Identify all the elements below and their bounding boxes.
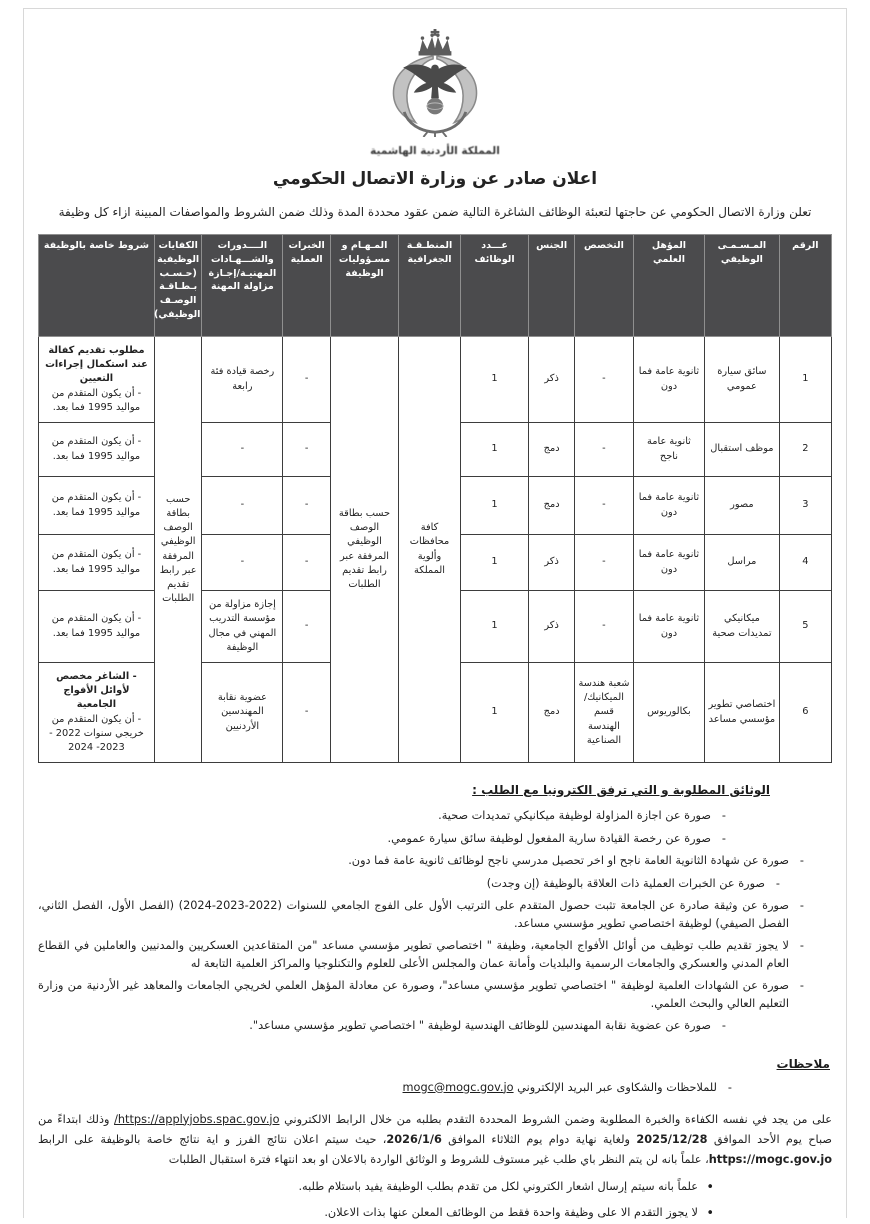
cell-specialization: - <box>575 337 634 423</box>
cell-conditions <box>39 535 155 591</box>
column-header-gender: الجنس <box>529 235 575 337</box>
announcement-intro: تعلن وزارة الاتصال الحكومي عن حاجتها لتعبئة الوظائف الشاغرة التالية ضمن عقود محددة المدة وذلك ضمن الشروط والمواصفات المبينة ازاء كل وظيفة <box>58 205 812 219</box>
cell-vacancies-count: 1 <box>460 591 528 663</box>
column-header-number: الرقم <box>779 235 831 337</box>
doc-item: - صورة عن الخبرات العملية ذات العلاقة بالوظيفة (إن وجدت) <box>38 875 780 893</box>
jordan-coat-of-arms-icon <box>377 29 493 137</box>
column-header-job-title: المـسـمـى الوظيفي <box>705 235 780 337</box>
doc-item: - صورة عن شهادة الثانوية العامة ناجح او اخر تحصيل مدرسي ناجح لوظائف ثانوية عامة فما دون. <box>38 852 804 870</box>
apply-text-5: ، علماً بانه لن يتم النظر باي طلب غير مستوف للشروط و الوثائق الواردة بالاعلان او بعد انتهاء فترة استقبال الطلبات <box>168 1153 709 1167</box>
column-header-vacancies-count: عـــدد الوظائف <box>460 235 528 337</box>
cell-job-title: سائق سيارة عمومي <box>705 337 780 423</box>
column-header-competencies: الكفايات الوظيفية (حـسـب بـطـاقـة الوصـف الوظيفي) <box>154 235 202 337</box>
emblem-wrap <box>38 29 832 157</box>
cell-qualification: بكالوريوس <box>633 663 704 763</box>
doc-item: - صورة عن رخصة القيادة سارية المفعول لوظيفة سائق سيارة عمومي. <box>38 830 726 848</box>
cell-job-title: مصور <box>705 477 780 535</box>
cell-courses: - <box>202 423 283 477</box>
cell-gender: ذكر <box>529 337 575 423</box>
cell-gender: دمج <box>529 423 575 477</box>
cell-competencies-merged: حسب بطاقة الوصف الوظيفي المرفقة عبر رابط تقديم الطلبات <box>154 337 202 763</box>
cell-experience: - <box>283 535 331 591</box>
cell-qualification: ثانوية عامة فما دون <box>633 591 704 663</box>
cell-row-number: 1 <box>779 337 831 423</box>
doc-item: - صورة عن عضوية نقابة المهندسين للوظائف الهندسية لوظيفة " اختصاصي تطوير مؤسسي مساعد". <box>38 1017 726 1035</box>
cell-row-number: 2 <box>779 423 831 477</box>
application-paragraph <box>38 1110 832 1171</box>
cell-gender: ذكر <box>529 535 575 591</box>
cell-courses: إجازة مزاولة من مؤسسة التدريب المهني في مجال الوظيفة <box>202 591 283 663</box>
cell-specialization: - <box>575 477 634 535</box>
cell-qualification: ثانوية عامة فما دون <box>633 337 704 423</box>
column-header-region: المنطـقـة الجغرافية <box>399 235 461 337</box>
apply-text-4: ، حيث سيتم اعلان نتائج الفرز و اية نتائج خاصة بالوظيفة على الرابط <box>38 1132 387 1146</box>
cell-experience: - <box>283 423 331 477</box>
apply-text-2: وذلك ابتداءً من صباح يوم الأحد الموافق <box>38 1112 832 1146</box>
cell-qualification: ثانوية عامة فما دون <box>633 477 704 535</box>
applyjobs-link[interactable]: /https://applyjobs.spac.gov.jo <box>114 1112 280 1126</box>
feedback-email-line <box>38 1081 732 1094</box>
cell-vacancies-count: 1 <box>460 477 528 535</box>
cell-qualification: ثانوية عامة فما دون <box>633 535 704 591</box>
notes-section-heading: ملاحظات <box>776 1056 830 1071</box>
doc-item: - لا يجوز تقديم طلب توظيف من أوائل الأفواج الجامعية، وظيفة " اختصاصي تطوير مؤسسي مساعد "من المتقاعدين العسكريين والمدنيين والعاملين في القطاع العام المدني والعسكري والجامعات الرسمية والبلديات وأمانة عمان والمجلس الأعلى للعلوم والتكنلوجيا والمراكز العلمية التابعة له <box>38 937 804 972</box>
cell-row-number: 5 <box>779 591 831 663</box>
cell-qualification: ثانوية عامة ناجح <box>633 423 704 477</box>
cell-row-number: 6 <box>779 663 831 763</box>
cell-experience: - <box>283 663 331 763</box>
note-item: • علماً بانه سيتم إرسال اشعار الكتروني لكل من تقدم بطلب الوظيفة يفيد باستلام طلبه. <box>38 1179 714 1196</box>
documents-section-heading: الوثائق المطلوبة و التي ترفق الكترونيا مع الطلب : <box>472 783 770 797</box>
cell-courses: رخصة قيادة فئة رابعة <box>202 337 283 423</box>
doc-item: - صورة عن الشهادات العلمية لوظيفة " اختصاصي تطوير مؤسسي مساعد"، وصورة عن معادلة المؤهل العلمي لخريجي الجامعات والمعاهد غير الأردنية من وزارة التعليم العالي والبحث العلمي. <box>38 977 804 1012</box>
cell-job-title: اختصاصي تطوير مؤسسي مساعد <box>705 663 780 763</box>
cell-vacancies-count: 1 <box>460 535 528 591</box>
cell-job-title: مراسل <box>705 535 780 591</box>
cell-specialization: - <box>575 423 634 477</box>
condition-bold-text: مطلوب تقديم كفالة عند استكمال إجراءات التعيين <box>45 344 148 385</box>
start-date: 2025/12/28 <box>636 1132 708 1146</box>
cell-row-number: 3 <box>779 477 831 535</box>
document-page <box>23 8 847 1218</box>
cell-experience: - <box>283 477 331 535</box>
cell-conditions <box>39 477 155 535</box>
cell-region-merged: كافة محافظات وألوية المملكة <box>399 337 461 763</box>
cell-gender: ذكر <box>529 591 575 663</box>
cell-gender: دمج <box>529 477 575 535</box>
column-header-tasks: المـهـام و مسـؤوليات الوظيفة <box>330 235 398 337</box>
announcement-title: اعلان صادر عن وزارة الاتصال الحكومي <box>272 169 598 189</box>
feedback-text: للملاحظات والشكاوى عبر البريد الإلكتروني <box>513 1080 717 1094</box>
cell-row-number: 4 <box>779 535 831 591</box>
condition-bold-text: - الشاغر مخصص لأوائل الأفواج الجامعية <box>56 670 137 711</box>
cell-tasks-merged: حسب بطاقة الوصف الوظيفي المرفقة عبر رابط تقديم الطلبات <box>330 337 398 763</box>
cell-specialization: - <box>575 591 634 663</box>
kingdom-script-text: المملكة الأردنية الهاشمية <box>370 145 500 157</box>
cell-conditions <box>39 663 155 763</box>
cell-specialization: - <box>575 535 634 591</box>
apply-text-1: على من يجد في نفسه الكفاءة والخبرة المطلوبة وضمن الشروط المحددة التقدم بطلبه من خلال الرابط الالكتروني <box>279 1112 833 1126</box>
column-header-experience: الخبرات العملية <box>283 235 331 337</box>
cell-conditions <box>39 337 155 423</box>
condition-text: - أن يكون المتقدم من مواليد 1995 فما بعد. <box>51 436 142 462</box>
cell-job-title: ميكانيكي تمديدات صحية <box>705 591 780 663</box>
condition-text: - أن يكون المتقدم من مواليد 1995 فما بعد. <box>51 492 142 518</box>
column-header-qualification: المؤهل العلمي <box>633 235 704 337</box>
cell-conditions <box>39 591 155 663</box>
apply-text-3: ولغاية نهاية دوام يوم الثلاثاء الموافق <box>441 1132 637 1146</box>
table-header-row <box>39 235 832 337</box>
vacancies-table <box>38 234 832 763</box>
condition-text: - أن يكون المتقدم من خريجي سنوات 2022 - 2023- 2024 <box>49 713 144 753</box>
doc-item: - صورة عن وثيقة صادرة عن الجامعة تثبت حصول المتقدم على الترتيب الأول على الفوج الجامعي للسنوات (2022-2023-2024) (الفصل الأول، الفصل الثاني، الفصل الصيفي) لوظيفة اختصاصي تطوير مؤسسي مساعد. <box>38 897 804 932</box>
cell-vacancies-count: 1 <box>460 423 528 477</box>
email-link[interactable]: mogc@mogc.gov.jo <box>402 1080 514 1094</box>
column-header-courses: الــــدورات والشـــهـادات المهنيـة/إجـازة مزاولة المهنة <box>202 235 283 337</box>
column-header-specialization: التخصص <box>575 235 634 337</box>
cell-conditions <box>39 423 155 477</box>
cell-job-title: موظف استقبال <box>705 423 780 477</box>
condition-text: - أن يكون المتقدم من مواليد 1995 فما بعد. <box>51 387 142 413</box>
results-link[interactable]: https://mogc.gov.jo <box>708 1153 832 1167</box>
cell-experience: - <box>283 337 331 423</box>
table-row <box>39 337 832 423</box>
cell-vacancies-count: 1 <box>460 337 528 423</box>
cell-courses: - <box>202 477 283 535</box>
cell-experience: - <box>283 591 331 663</box>
cell-gender: دمج <box>529 663 575 763</box>
cell-courses: عضوية نقابة المهندسين الأردنيين <box>202 663 283 763</box>
cell-specialization: شعبة هندسة الميكانيك/ قسم الهندسة الصناعية <box>575 663 634 763</box>
condition-text: - أن يكون المتقدم من مواليد 1995 فما بعد. <box>51 549 142 575</box>
end-date: 2026/1/6 <box>386 1132 442 1146</box>
condition-text: - أن يكون المتقدم من مواليد 1995 فما بعد. <box>51 613 142 639</box>
cell-vacancies-count: 1 <box>460 663 528 763</box>
cell-courses: - <box>202 535 283 591</box>
column-header-conditions: شروط خاصة بالوظيفة <box>39 235 155 337</box>
note-item: • لا يجوز التقدم الا على وظيفة واحدة فقط من الوظائف المعلن عنها بذات الاعلان. <box>38 1205 714 1222</box>
doc-item: - صورة عن اجازة المزاولة لوظيفة ميكانيكي تمديدات صحية. <box>38 807 726 825</box>
